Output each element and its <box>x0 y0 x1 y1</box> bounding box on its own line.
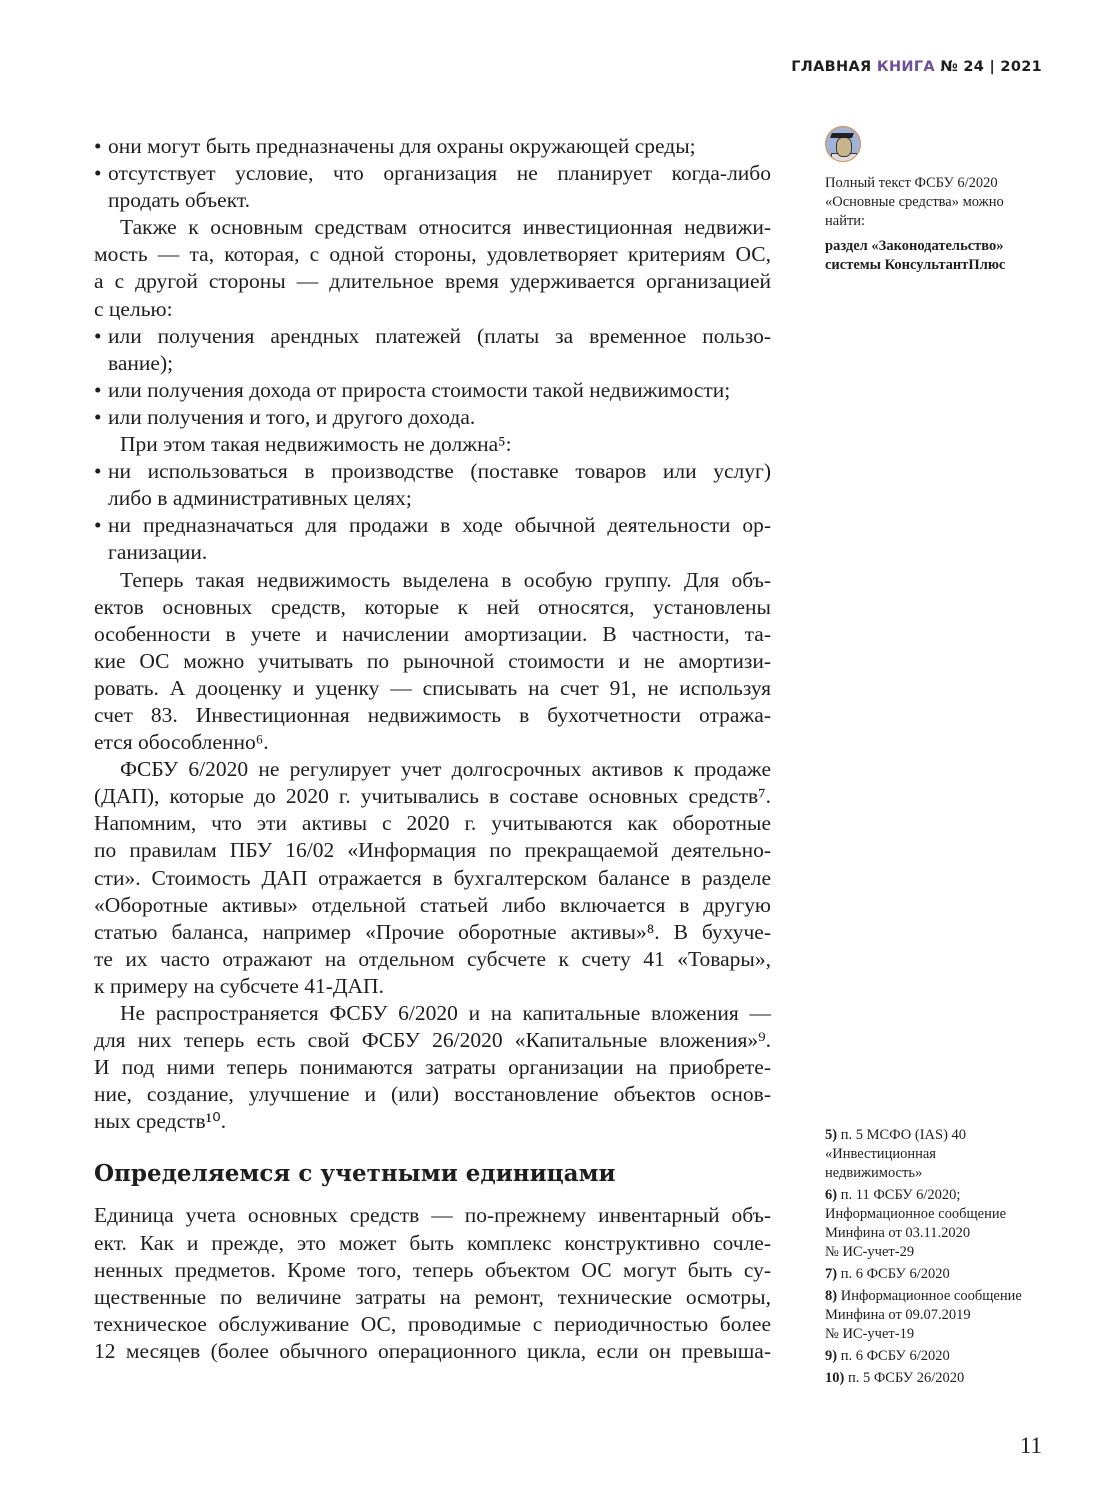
text-line: «Оборотные активы» отдельной статьей либо включается в другую <box>94 892 771 917</box>
text-line: по правилам ПБУ 16/02 «Информация по прекращаемой деятельно- <box>94 838 771 863</box>
footnote-line: № ИС-учет-29 <box>825 1244 915 1260</box>
text-line: с целью: <box>94 296 173 321</box>
text-line: для них теперь есть свой ФСБУ 26/2020 «Капитальные вложения»⁹. <box>94 1028 771 1053</box>
footnote-number: 8) <box>825 1288 838 1304</box>
footnote-number: 5) <box>825 1127 838 1143</box>
footnote-line: недвижимость» <box>825 1165 923 1181</box>
footnote-text: п. 5 ФСБУ 26/2020 <box>847 1370 965 1386</box>
sidebar-note-text <box>825 174 1050 231</box>
sidebar-line: «Основные средства» можно <box>825 194 1004 210</box>
text-line: ных средств¹⁰. <box>94 1109 227 1134</box>
text-line: мость — та, которая, с одной стороны, удовлетворяет критериям ОС, <box>94 242 771 267</box>
footnote-text: п. 11 ФСБУ 6/2020; <box>840 1187 961 1203</box>
footnotes <box>825 1126 1050 1391</box>
footnote-first-line <box>825 1347 1050 1366</box>
bullet-line: • ни предназначаться для продажи в ходе обычной деятельности ор- <box>94 512 771 539</box>
text-line: ние, создание, улучшение и (или) восстановление объектов основ- <box>94 1082 771 1107</box>
text-line: вание); <box>108 350 174 375</box>
footnote <box>825 1265 1050 1284</box>
footnote-line: Минфина от 03.11.2020 <box>825 1225 971 1241</box>
footnote-text: Информационное сообщение <box>840 1288 1022 1304</box>
expert-portrait-icon <box>825 126 861 162</box>
page-number: 11 <box>1019 1433 1042 1458</box>
footnote-line: № ИС-учет-19 <box>825 1326 915 1342</box>
footnote-text: п. 6 ФСБУ 6/2020 <box>840 1348 950 1364</box>
text-line: сти». Стоимость ДАП отражается в бухгалтерском балансе в разделе <box>94 865 771 890</box>
sidebar-note-source <box>825 237 1050 275</box>
sidebar-line: найти: <box>825 213 866 229</box>
footnote-text: п. 5 МСФО (IAS) 40 <box>840 1127 967 1143</box>
sidebar-line: Полный текст ФСБУ 6/2020 <box>825 175 998 191</box>
footnote-line: Минфина от 09.07.2019 <box>825 1307 971 1323</box>
footnote-first-line <box>825 1126 1050 1145</box>
text-line: Напомним, что эти активы с 2020 г. учитываются как оборотные <box>94 811 771 836</box>
text-line: а с другой стороны — длительное время удерживается организацией <box>94 269 771 294</box>
text-line: Также к основным средствам относится инвестиционная недвижи- <box>120 215 771 240</box>
text-line: ект. Как и прежде, это может быть комплекс конструктивно сочле- <box>94 1230 771 1255</box>
footnote-line: «Инвестиционная <box>825 1146 936 1162</box>
issue-number: № 24 | 2021 <box>940 59 1042 75</box>
text-line: Теперь такая недвижимость выделена в особую группу. Для объ- <box>120 567 771 592</box>
footnote-number: 7) <box>825 1266 838 1282</box>
footnote <box>825 1287 1050 1344</box>
text-line: При этом такая недвижимость не должна⁵: <box>120 432 512 457</box>
bullet-line: • или получения арендных платежей (платы за временное пользо- <box>94 323 771 350</box>
text-line: ганизации. <box>108 540 208 565</box>
text-line: статью баланса, например «Прочие оборотные активы»⁸. В бухуче- <box>94 919 771 944</box>
text-line: особенности в учете и начислении амортизации. В частности, та- <box>94 621 771 646</box>
sidebar-note <box>825 126 1050 275</box>
body-text-block-1 <box>94 133 771 1135</box>
footnote-text: п. 6 ФСБУ 6/2020 <box>840 1266 950 1282</box>
section-heading: Определяемся с учетными единицами <box>94 1160 616 1188</box>
text-line: кие ОС можно учитывать по рыночной стоимости и не амортизи- <box>94 648 771 673</box>
bullet-line: • или получения и того, и другого дохода. <box>94 404 771 431</box>
text-line: щественные по величине затраты на ремонт, технические осмотры, <box>94 1284 771 1309</box>
footnote-first-line <box>825 1186 1050 1205</box>
bullet-line: • ни использоваться в производстве (поставке товаров или услуг) <box>94 458 771 485</box>
text-line: 12 месяцев (более обычного операционного цикла, если он превыша- <box>94 1338 771 1363</box>
footnote <box>825 1347 1050 1366</box>
brand-name-part1: ГЛАВНАЯ <box>791 59 872 75</box>
footnote-number: 6) <box>825 1187 838 1203</box>
text-line: ектов основных средств, которые к ней относятся, установлены <box>94 594 771 619</box>
text-line: либо в административных целях; <box>108 486 412 511</box>
text-line: к примеру на субсчете 41-ДАП. <box>94 973 384 998</box>
body-text-block-2 <box>94 1202 771 1365</box>
text-line: Единица учета основных средств — по-прежнему инвентарный объ- <box>94 1203 771 1228</box>
text-line: техническое обслуживание ОС, проводимые с периодичностью более <box>94 1311 771 1336</box>
running-header <box>791 59 1042 75</box>
footnote-first-line <box>825 1369 1050 1388</box>
sidebar-bold-line: раздел «Законодательство» <box>825 238 1004 254</box>
text-line: И под ними теперь понимаются затраты организации на приобрете- <box>94 1055 771 1080</box>
footnote-number: 10) <box>825 1370 845 1386</box>
text-line: ненных предметов. Кроме того, теперь объектом ОС могут быть су- <box>94 1257 771 1282</box>
text-line: продать объект. <box>108 188 251 213</box>
text-line: те их часто отражают на отдельном субсчете к счету 41 «Товары», <box>94 946 771 971</box>
bullet-line: • или получения дохода от прироста стоимости такой недвижимости; <box>94 377 771 404</box>
footnote-first-line <box>825 1287 1050 1306</box>
text-line: счет 83. Инвестиционная недвижимость в бухотчетности отража- <box>94 702 771 727</box>
text-line: ется обособленно⁶. <box>94 730 269 755</box>
sidebar-bold-line: системы КонсультантПлюс <box>825 257 1006 273</box>
footnote <box>825 1126 1050 1183</box>
text-line: ровать. А дооценку и уценку — списывать на счет 91, не используя <box>94 675 771 700</box>
bullet-line: • отсутствует условие, что организация не планирует когда-либо <box>94 160 771 187</box>
text-line: Не распространяется ФСБУ 6/2020 и на капитальные вложения — <box>120 1001 771 1025</box>
brand-name-part2: КНИГА <box>876 59 935 75</box>
footnote <box>825 1186 1050 1262</box>
footnote-first-line <box>825 1265 1050 1284</box>
footnote-number: 9) <box>825 1348 838 1364</box>
text-line: (ДАП), которые до 2020 г. учитывались в составе основных средств⁷. <box>94 784 771 809</box>
bullet-line: • они могут быть предназначены для охраны окружающей среды; <box>94 133 771 160</box>
footnote <box>825 1369 1050 1388</box>
main-text <box>94 133 771 1365</box>
text-line: ФСБУ 6/2020 не регулирует учет долгосрочных активов к продаже <box>120 757 771 782</box>
footnote-line: Информационное сообщение <box>825 1206 1007 1222</box>
